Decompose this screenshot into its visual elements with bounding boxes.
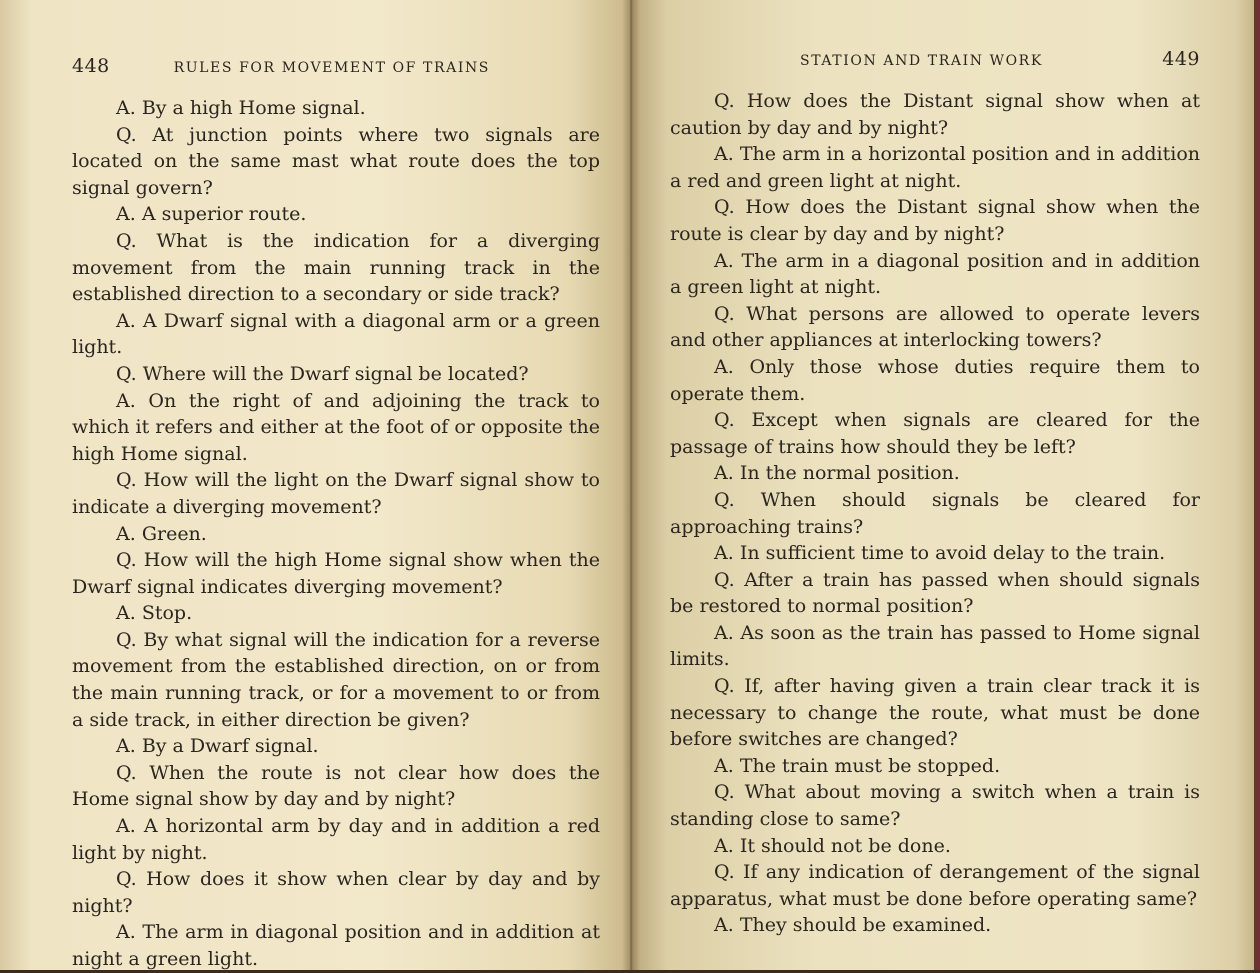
qa-label: Q.	[714, 409, 735, 432]
question-paragraph	[670, 301, 1200, 354]
answer-paragraph	[72, 95, 600, 122]
qa-label: Q.	[116, 628, 137, 651]
qa-label: Q.	[714, 675, 735, 698]
qa-text: If any indication of derangement of the signal apparatus, what must be done before operating same?	[670, 861, 1200, 910]
book-gutter	[622, 0, 640, 970]
qa-label: A.	[116, 97, 136, 119]
qa-text: The train must be stopped.	[739, 754, 1001, 777]
qa-text: After a train has passed when should signals be restored to normal position?	[670, 568, 1200, 618]
qa-text: Green.	[141, 522, 207, 545]
question-paragraph	[670, 487, 1200, 540]
question-paragraph	[72, 760, 600, 813]
qa-text: In sufficient time to avoid delay to the train.	[739, 542, 1166, 565]
left-page-body	[72, 95, 600, 973]
left-page	[0, 0, 630, 970]
question-paragraph	[670, 859, 1200, 912]
answer-paragraph	[72, 813, 600, 866]
answer-paragraph	[670, 833, 1200, 860]
answer-paragraph	[670, 354, 1200, 407]
qa-text: They should be examined.	[739, 914, 992, 937]
question-paragraph	[72, 866, 600, 919]
qa-text: What persons are allowed to operate levers and other appliances at interlocking towers?	[670, 302, 1200, 352]
question-paragraph	[72, 467, 600, 520]
qa-text: By a high Home signal.	[141, 97, 366, 119]
qa-text: What about moving a switch when a train is standing close to same?	[670, 781, 1200, 831]
qa-label: A.	[714, 754, 734, 777]
question-paragraph	[670, 88, 1200, 141]
question-paragraph	[72, 627, 600, 733]
qa-label: A.	[714, 355, 734, 378]
qa-label: A.	[116, 735, 136, 758]
question-paragraph	[72, 122, 600, 202]
qa-text: The arm in diagonal position and in addition at night a green light.	[72, 921, 600, 970]
answer-paragraph	[670, 248, 1200, 301]
qa-text: A Dwarf signal with a diagonal arm or a green light.	[72, 309, 600, 359]
qa-text: By what signal will the indication for a reverse movement from the established direction, on or from the main running track, or for a movement to or from a side track, in either direction be given?	[72, 628, 600, 731]
qa-label: A.	[714, 621, 734, 644]
qa-label: Q.	[116, 549, 137, 572]
answer-paragraph	[72, 388, 600, 468]
answer-paragraph	[670, 141, 1200, 194]
answer-paragraph	[670, 460, 1200, 487]
qa-label: Q.	[116, 123, 137, 146]
qa-label: A.	[714, 462, 734, 485]
qa-label: A.	[714, 249, 734, 272]
question-paragraph	[72, 361, 600, 388]
qa-label: Q.	[116, 362, 137, 385]
qa-label: Q.	[714, 196, 735, 219]
answer-paragraph	[670, 620, 1200, 673]
answer-paragraph	[72, 308, 600, 361]
qa-label: A.	[116, 522, 136, 545]
qa-text: A horizontal arm by day and in addition a red light by night.	[72, 815, 600, 864]
qa-text: The arm in a horizontal position and in addition a red and green light at night.	[670, 143, 1200, 192]
qa-label: A.	[116, 203, 136, 226]
qa-label: Q.	[116, 868, 137, 891]
qa-text: In the normal position.	[739, 462, 960, 485]
right-page	[630, 0, 1260, 970]
qa-text: On the right of and adjoining the track to which it refers and either at the foot of or opposite the high Home signal.	[72, 389, 600, 465]
question-paragraph	[72, 547, 600, 600]
qa-text: How does it show when clear by day and by night?	[72, 868, 600, 917]
qa-label: Q.	[116, 761, 137, 784]
answer-paragraph	[72, 600, 600, 627]
qa-text: A superior route.	[141, 203, 307, 226]
answer-paragraph	[670, 912, 1200, 939]
qa-label: Q.	[714, 90, 735, 112]
qa-label: A.	[714, 542, 734, 565]
answer-paragraph	[72, 919, 600, 972]
qa-text: As soon as the train has passed to Home signal limits.	[670, 621, 1201, 671]
qa-label: A.	[116, 389, 136, 412]
qa-text: Where will the Dwarf signal be located?	[142, 362, 529, 385]
qa-label: Q.	[116, 469, 137, 492]
book-cover-edge-right	[1254, 0, 1260, 970]
qa-text: How does the Distant signal show when at caution by day and by night?	[670, 90, 1201, 139]
qa-label: A.	[116, 921, 136, 944]
qa-label: Q.	[714, 488, 735, 511]
question-paragraph	[670, 673, 1200, 753]
qa-label: Q.	[714, 568, 735, 591]
qa-text: When should signals be cleared for approaching trains?	[670, 488, 1200, 538]
qa-text: How will the light on the Dwarf signal show to indicate a diverging movement?	[72, 469, 600, 518]
question-paragraph	[670, 567, 1200, 620]
qa-text: The arm in a diagonal position and in addition a green light at night.	[670, 249, 1200, 299]
qa-label: A.	[714, 834, 734, 857]
left-running-head: RULES FOR MOVEMENT OF TRAINS	[173, 60, 490, 76]
right-page-body	[670, 88, 1200, 939]
qa-text: By a Dwarf signal.	[141, 735, 319, 758]
left-page-number: 448	[72, 55, 110, 77]
question-paragraph	[670, 779, 1200, 832]
left-page-header	[72, 55, 600, 95]
qa-label: A.	[714, 143, 734, 166]
qa-label: A.	[714, 914, 734, 937]
right-running-head: STATION AND TRAIN WORK	[800, 53, 1043, 69]
answer-paragraph	[670, 753, 1200, 780]
answer-paragraph	[670, 540, 1200, 567]
answer-paragraph	[72, 201, 600, 228]
qa-label: A.	[116, 815, 136, 838]
qa-text: Stop.	[141, 602, 193, 625]
right-page-header	[670, 48, 1200, 88]
qa-label: Q.	[714, 861, 735, 884]
qa-label: A.	[116, 309, 136, 332]
question-paragraph	[72, 228, 600, 308]
question-paragraph	[670, 194, 1200, 247]
qa-text: If, after having given a train clear track it is necessary to change the route, what must be done before switches are changed?	[670, 675, 1200, 751]
qa-label: A.	[116, 602, 136, 625]
answer-paragraph	[72, 733, 600, 760]
qa-label: Q.	[116, 229, 137, 252]
qa-text: It should not be done.	[739, 834, 951, 857]
qa-text: Except when signals are cleared for the passage of trains how should they be left?	[670, 409, 1200, 458]
qa-text: Only those whose duties require them to operate them.	[670, 355, 1200, 405]
qa-label: Q.	[714, 302, 735, 325]
qa-text: How will the high Home signal show when the Dwarf signal indicates diverging movement?	[72, 549, 600, 598]
question-paragraph	[670, 407, 1200, 460]
qa-label: Q.	[714, 781, 735, 804]
qa-text: How does the Distant signal show when the route is clear by day and by night?	[670, 196, 1201, 245]
qa-text: At junction points where two signals are located on the same mast what route does the top signal govern?	[72, 123, 600, 199]
right-page-number: 449	[1162, 48, 1200, 70]
qa-text: When the route is not clear how does the Home signal show by day and by night?	[72, 761, 600, 811]
qa-text: What is the indication for a diverging movement from the main running track in the established direction to a secondary or side track?	[72, 229, 601, 306]
answer-paragraph	[72, 521, 600, 548]
